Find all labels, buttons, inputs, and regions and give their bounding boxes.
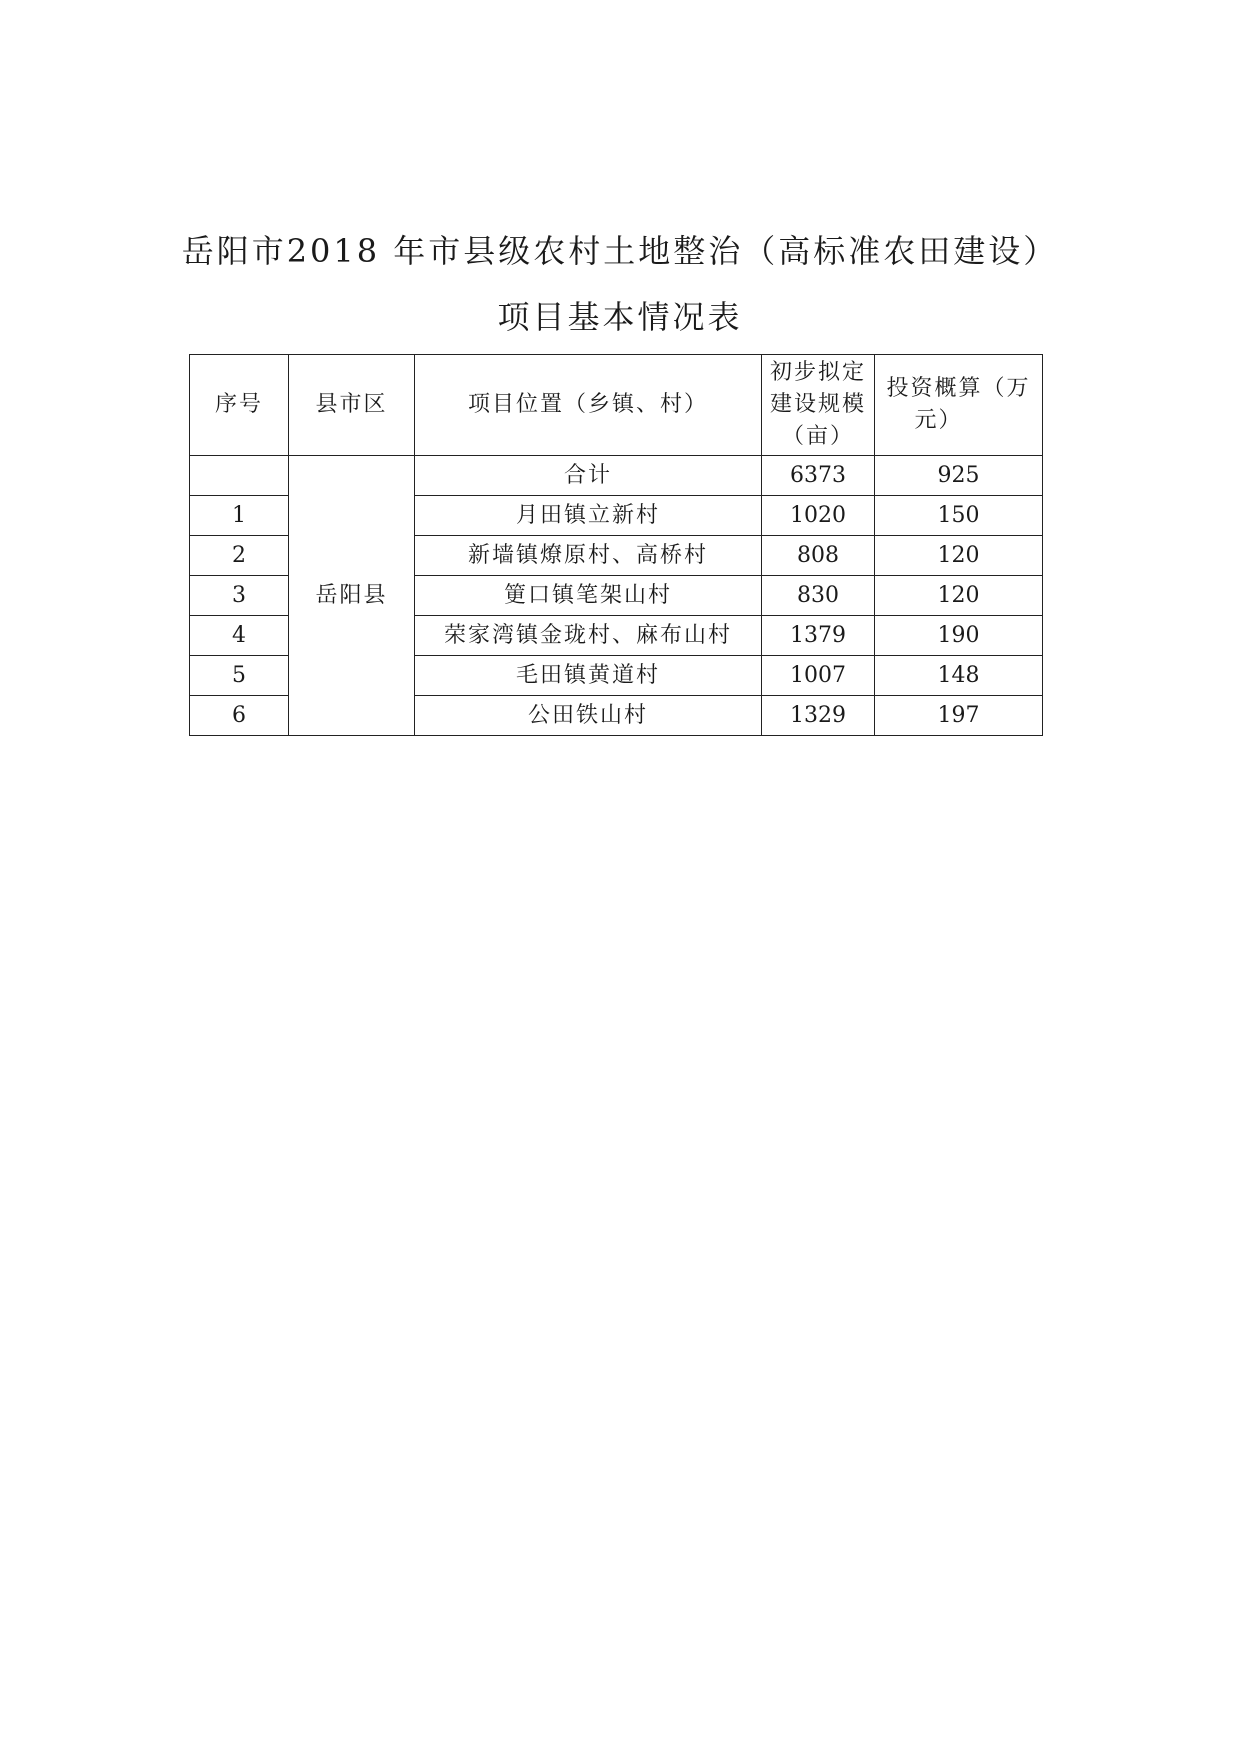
row-investment: 190: [875, 616, 1043, 656]
county-cell: 岳阳县: [289, 456, 415, 736]
row-investment: 148: [875, 656, 1043, 696]
row-location: 公田铁山村: [415, 696, 762, 736]
row-location: 月田镇立新村: [415, 496, 762, 536]
row-seq: 6: [190, 696, 289, 736]
row-scale: 1007: [762, 656, 875, 696]
document-subtitle: 项目基本情况表: [497, 298, 743, 336]
row-scale: 1020: [762, 496, 875, 536]
row-investment: 150: [875, 496, 1043, 536]
project-table: [189, 354, 1043, 736]
row-location: 新墙镇燎原村、高桥村: [415, 536, 762, 576]
document-title: 岳阳市2018 年市县级农村土地整治（高标准农田建设）: [181, 232, 1059, 270]
row-seq: 5: [190, 656, 289, 696]
row-investment: 120: [875, 576, 1043, 616]
row-location: 毛田镇黄道村: [415, 656, 762, 696]
header-scale-line3: （亩）: [781, 424, 854, 449]
total-seq-cell: [190, 456, 289, 496]
row-seq: 1: [190, 496, 289, 536]
header-invest-line2: 元）: [914, 408, 963, 433]
total-scale: 6373: [762, 456, 875, 496]
row-scale: 1379: [762, 616, 875, 656]
header-county: 县市区: [289, 355, 415, 456]
row-scale: 1329: [762, 696, 875, 736]
table-body: [190, 456, 1043, 736]
total-label: 合计: [415, 456, 762, 496]
row-seq: 2: [190, 536, 289, 576]
row-scale: 808: [762, 536, 875, 576]
header-location: 项目位置（乡镇、村）: [415, 355, 762, 456]
row-location: 荣家湾镇金珑村、麻布山村: [415, 616, 762, 656]
table-header: [190, 355, 1043, 456]
header-scale: [762, 355, 875, 456]
header-seq: 序号: [190, 355, 289, 456]
header-scale-line1: 初步拟定: [769, 360, 866, 385]
row-investment: 197: [875, 696, 1043, 736]
header-invest-line1: 投资概算（万: [886, 376, 1031, 401]
row-scale: 830: [762, 576, 875, 616]
row-investment: 120: [875, 536, 1043, 576]
row-location: 筻口镇笔架山村: [415, 576, 762, 616]
header-row: [190, 355, 1043, 456]
total-investment: 925: [875, 456, 1043, 496]
header-investment: [875, 355, 1043, 456]
header-scale-line2: 建设规模: [769, 392, 866, 417]
row-seq: 4: [190, 616, 289, 656]
row-seq: 3: [190, 576, 289, 616]
total-row: [190, 456, 1043, 496]
